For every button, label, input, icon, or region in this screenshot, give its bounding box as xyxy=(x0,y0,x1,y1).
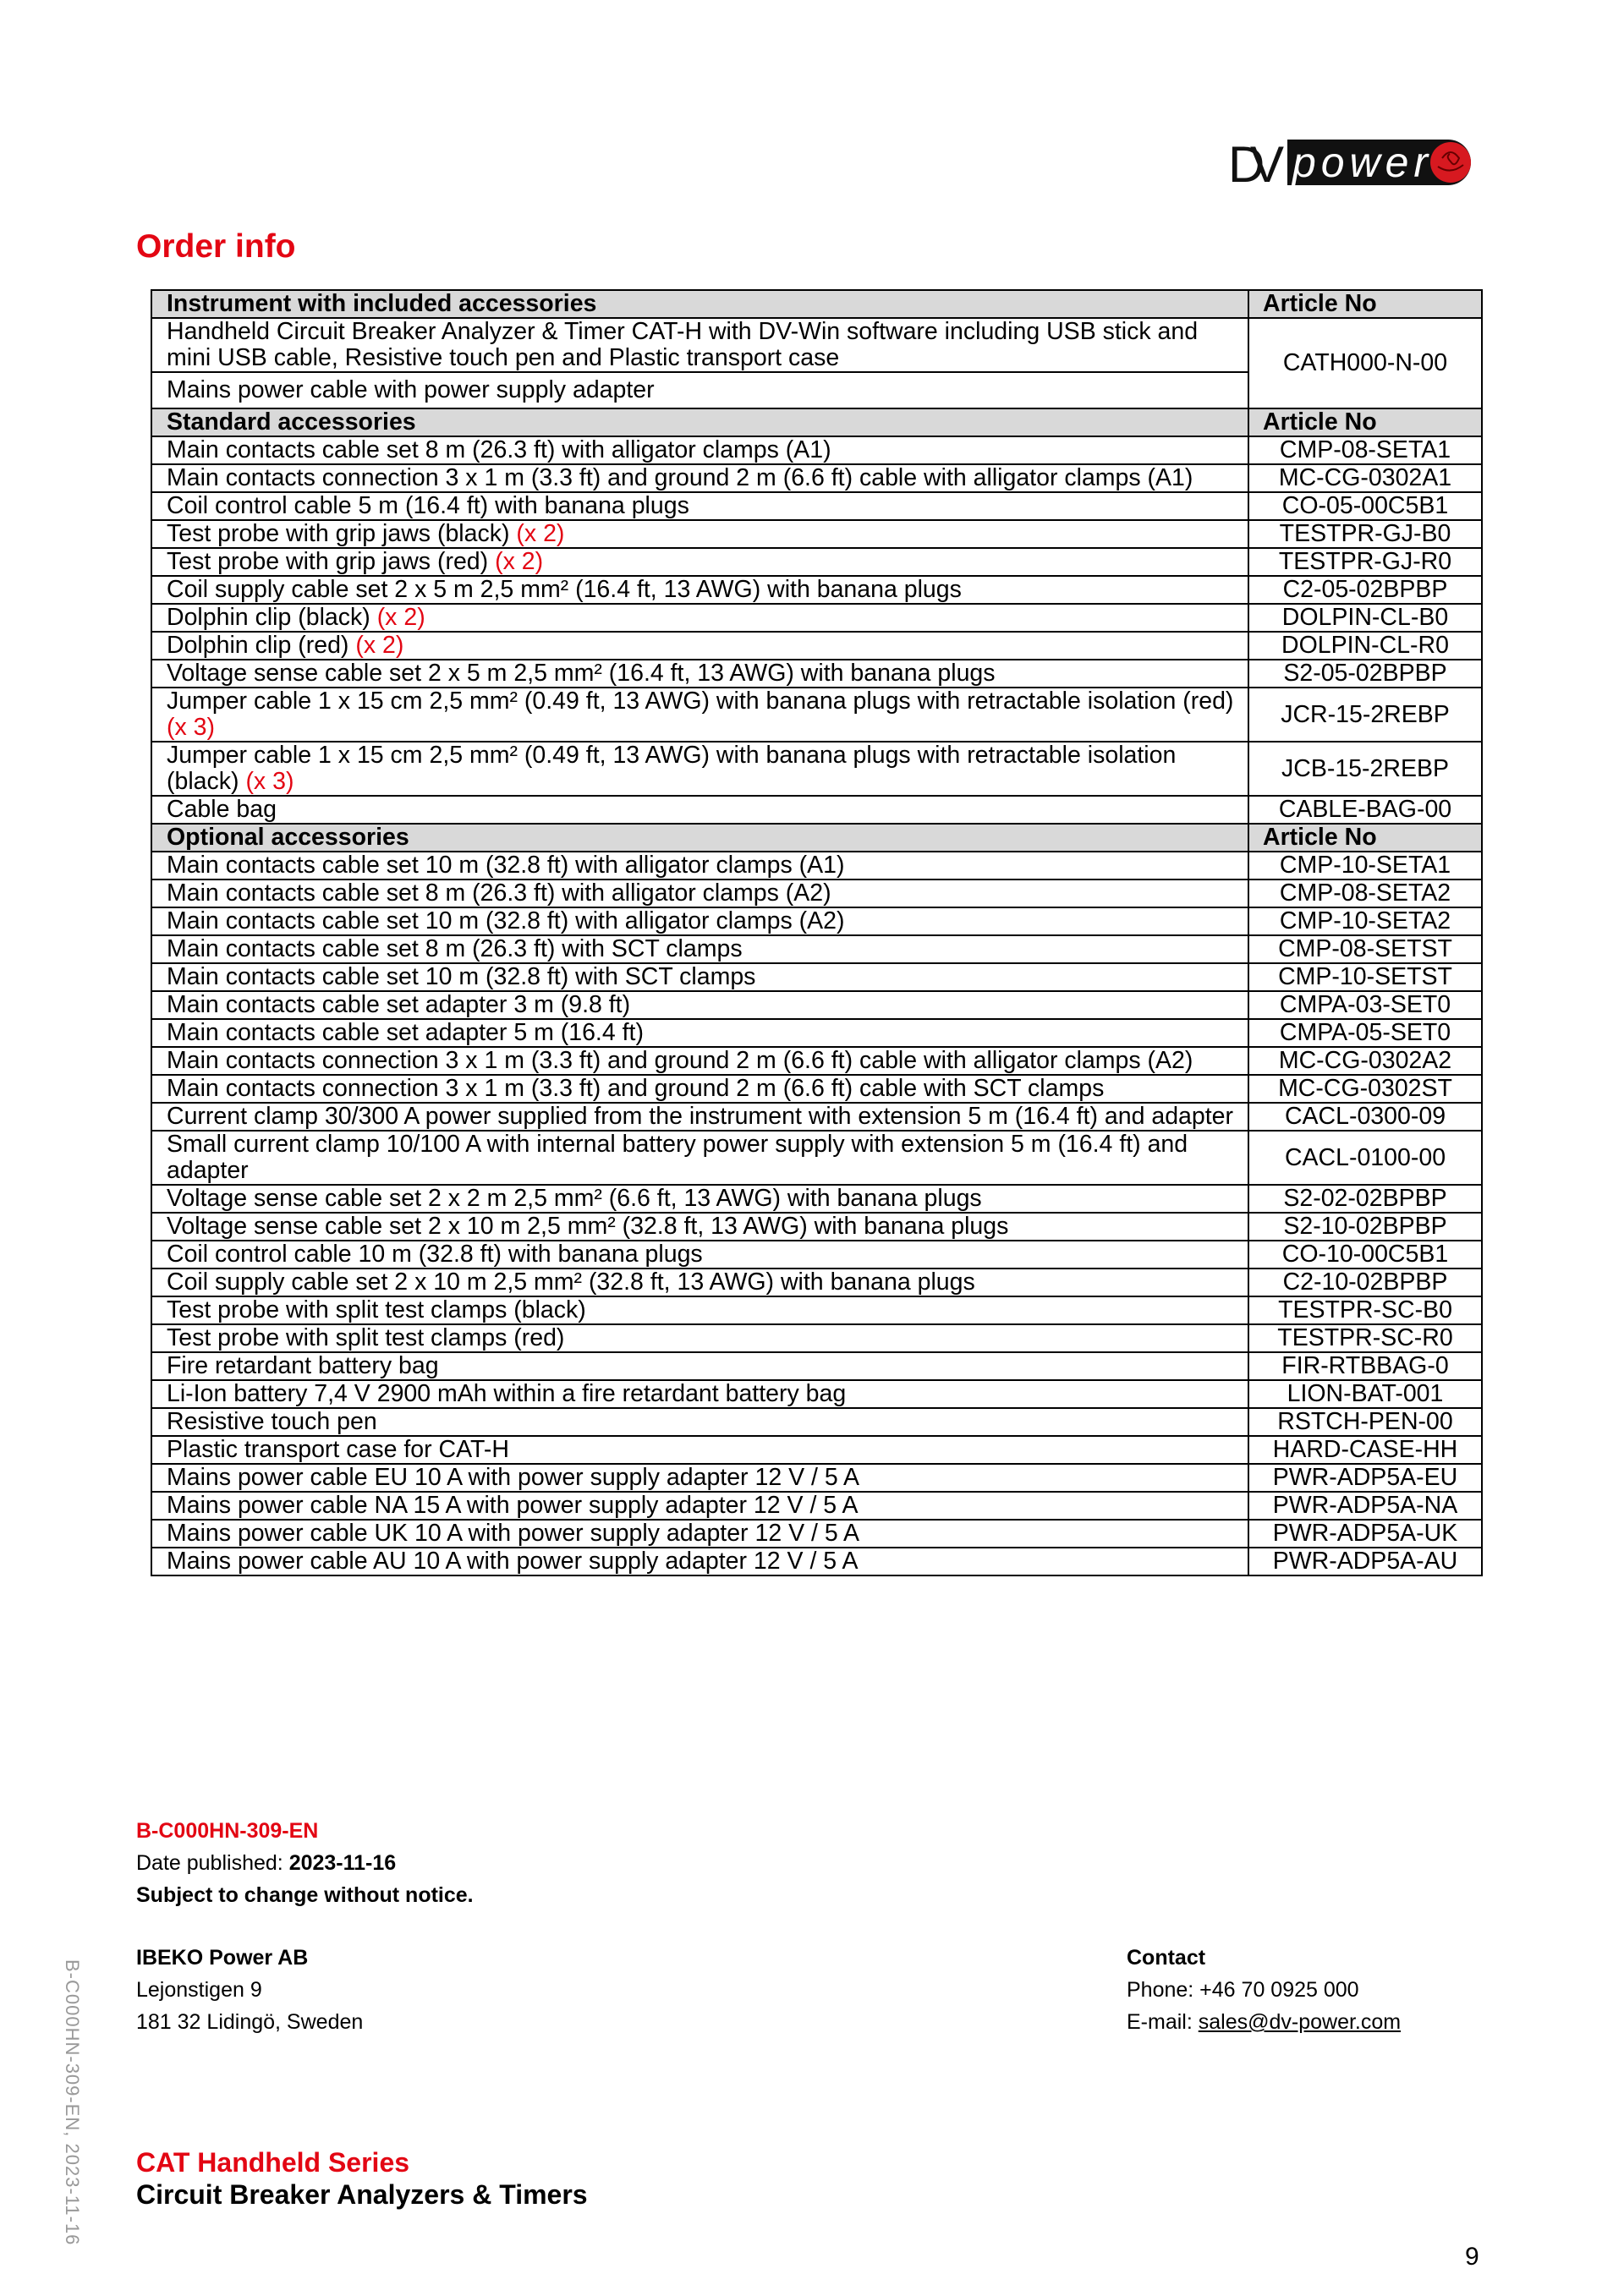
item-description: Main contacts cable set adapter 5 m (16.4 ft) xyxy=(167,1019,644,1046)
date-value: 2023-11-16 xyxy=(288,1851,397,1875)
article-number: MC-CG-0302A1 xyxy=(1248,464,1482,492)
article-number: S2-05-02BPBP xyxy=(1248,660,1482,688)
article-number: CMP-10-SETST xyxy=(1248,963,1482,991)
item-description: Jumper cable 1 x 15 cm 2,5 mm² (0.49 ft, 13 AWG) with banana plugs with retractable isolation (red) xyxy=(167,688,1234,715)
item-description: Small current clamp 10/100 A with internal battery power supply with extension 5 m (16.4 ft) and adapter xyxy=(167,1131,1188,1184)
item-description: Mains power cable with power supply adapter xyxy=(151,372,1248,408)
item-description: Main contacts cable set 10 m (32.8 ft) with alligator clamps (A1) xyxy=(167,852,845,879)
section-header xyxy=(151,824,1482,852)
table-row xyxy=(151,742,1482,796)
table-row xyxy=(151,1019,1482,1047)
article-number: TESTPR-SC-R0 xyxy=(1248,1324,1482,1352)
item-description-cell xyxy=(151,660,1248,688)
item-description-cell xyxy=(151,907,1248,935)
item-description: Voltage sense cable set 2 x 2 m 2,5 mm² (6.6 ft, 13 AWG) with banana plugs xyxy=(167,1185,982,1212)
table-row xyxy=(151,852,1482,879)
table-row xyxy=(151,1324,1482,1352)
table-row xyxy=(151,632,1482,660)
table-row xyxy=(151,688,1482,742)
email-link[interactable]: sales@dv-power.com xyxy=(1198,2010,1402,2034)
article-number: TESTPR-SC-B0 xyxy=(1248,1296,1482,1324)
item-description: Main contacts cable set 10 m (32.8 ft) with SCT clamps xyxy=(167,963,756,990)
item-description: Li-Ion battery 7,4 V 2900 mAh within a fire retardant battery bag xyxy=(167,1380,847,1407)
email-label: E-mail: xyxy=(1127,2010,1199,2034)
table-row xyxy=(151,1131,1482,1185)
quantity: (x 2) xyxy=(495,548,544,575)
svg-text:DV: DV xyxy=(1228,136,1284,192)
item-description: Test probe with grip jaws (red) xyxy=(167,548,489,575)
article-number: CATH000-N-00 xyxy=(1248,318,1482,408)
table-row xyxy=(151,492,1482,520)
svg-text:power: power xyxy=(1292,139,1428,186)
article-number: CMPA-03-SET0 xyxy=(1248,991,1482,1019)
item-description-cell xyxy=(151,1131,1248,1185)
table-row xyxy=(151,1492,1482,1520)
article-number: CMPA-05-SET0 xyxy=(1248,1019,1482,1047)
item-description: Dolphin clip (black) xyxy=(167,604,370,631)
article-number: PWR-ADP5A-EU xyxy=(1248,1464,1482,1492)
article-number: MC-CG-0302A2 xyxy=(1248,1047,1482,1075)
item-description: Coil supply cable set 2 x 10 m 2,5 mm² (32.8 ft, 13 AWG) with banana plugs xyxy=(167,1269,975,1296)
table-row xyxy=(151,1047,1482,1075)
item-description-cell xyxy=(151,1269,1248,1296)
contact-title: Contact xyxy=(1127,1946,1206,1970)
article-number: RSTCH-PEN-00 xyxy=(1248,1408,1482,1436)
document-code: B-C000HN-309-EN xyxy=(136,1819,319,1843)
item-description: Main contacts cable set 8 m (26.3 ft) with alligator clamps (A2) xyxy=(167,879,831,907)
item-description-cell xyxy=(151,604,1248,632)
email-line xyxy=(1127,2006,1401,2038)
item-description: Current clamp 30/300 A power supplied from the instrument with extension 5 m (16.4 ft) and adapter xyxy=(167,1103,1234,1130)
item-description-cell xyxy=(151,1296,1248,1324)
article-number: TESTPR-GJ-B0 xyxy=(1248,520,1482,548)
article-number: TESTPR-GJ-R0 xyxy=(1248,548,1482,576)
article-number: JCR-15-2REBP xyxy=(1248,688,1482,742)
table-row xyxy=(151,1464,1482,1492)
table-row xyxy=(151,1352,1482,1380)
company-address xyxy=(136,1942,363,2038)
series-block xyxy=(136,2146,588,2211)
section-title: Standard accessories xyxy=(151,408,1248,436)
table-row xyxy=(151,879,1482,907)
article-number: CO-05-00C5B1 xyxy=(1248,492,1482,520)
article-number: CMP-08-SETA2 xyxy=(1248,879,1482,907)
item-description: Fire retardant battery bag xyxy=(167,1352,439,1379)
item-description-cell xyxy=(151,935,1248,963)
item-description-cell xyxy=(151,1436,1248,1464)
table-row xyxy=(151,1380,1482,1408)
street: Lejonstigen 9 xyxy=(136,1978,262,2002)
item-description: Mains power cable UK 10 A with power supply adapter 12 V / 5 A xyxy=(167,1520,860,1547)
table-row xyxy=(151,660,1482,688)
item-description: Main contacts cable set 10 m (32.8 ft) with alligator clamps (A2) xyxy=(167,907,845,934)
quantity: (x 3) xyxy=(245,768,294,795)
item-description: Handheld Circuit Breaker Analyzer & Timer CAT-H with DV-Win software including USB stick and mini USB cable, Resistive touch pen and Plastic transport case xyxy=(151,318,1248,372)
section-header xyxy=(151,290,1482,318)
table-row xyxy=(151,1296,1482,1324)
article-number: S2-02-02BPBP xyxy=(1248,1185,1482,1213)
item-description: Mains power cable NA 15 A with power supply adapter 12 V / 5 A xyxy=(167,1492,859,1519)
article-number: CMP-10-SETA1 xyxy=(1248,852,1482,879)
article-number: CMP-10-SETA2 xyxy=(1248,907,1482,935)
article-number: CMP-08-SETST xyxy=(1248,935,1482,963)
item-description-cell xyxy=(151,742,1248,796)
table-row xyxy=(151,1241,1482,1269)
article-number: FIR-RTBBAG-0 xyxy=(1248,1352,1482,1380)
article-number: PWR-ADP5A-AU xyxy=(1248,1548,1482,1575)
quantity: (x 2) xyxy=(516,520,565,547)
contact-info xyxy=(1127,1942,1401,2038)
article-number: PWR-ADP5A-NA xyxy=(1248,1492,1482,1520)
item-description: Test probe with grip jaws (black) xyxy=(167,520,510,547)
item-description-cell xyxy=(151,548,1248,576)
side-document-label: B-C000HN-309-EN, 2023-11-16 xyxy=(62,1959,83,2246)
article-number: CO-10-00C5B1 xyxy=(1248,1241,1482,1269)
item-description-cell xyxy=(151,1324,1248,1352)
quantity: (x 3) xyxy=(167,714,215,741)
table-row xyxy=(151,1185,1482,1213)
item-description-cell xyxy=(151,576,1248,604)
article-no-header: Article No xyxy=(1248,824,1482,852)
table-row xyxy=(151,1075,1482,1103)
company-name: IBEKO Power AB xyxy=(136,1946,309,1970)
section-title: Optional accessories xyxy=(151,824,1248,852)
article-number: CACL-0300-09 xyxy=(1248,1103,1482,1131)
item-description-cell xyxy=(151,464,1248,492)
item-description-cell xyxy=(151,1520,1248,1548)
item-description-cell xyxy=(151,796,1248,824)
article-number: CACL-0100-00 xyxy=(1248,1131,1482,1185)
item-description: Plastic transport case for CAT-H xyxy=(167,1436,509,1463)
item-description-cell xyxy=(151,688,1248,742)
item-description-cell xyxy=(151,963,1248,991)
quantity: (x 2) xyxy=(355,632,404,659)
item-description: Test probe with split test clamps (red) xyxy=(167,1324,565,1351)
item-description-cell xyxy=(151,1548,1248,1575)
notice: Subject to change without notice. xyxy=(136,1883,474,1907)
table-row xyxy=(151,991,1482,1019)
table-row xyxy=(151,907,1482,935)
page-number: 9 xyxy=(1465,2243,1479,2271)
item-description: Coil supply cable set 2 x 5 m 2,5 mm² (16.4 ft, 13 AWG) with banana plugs xyxy=(167,576,962,603)
table-row xyxy=(151,576,1482,604)
item-description-cell xyxy=(151,879,1248,907)
table-row xyxy=(151,1408,1482,1436)
item-description-cell xyxy=(151,632,1248,660)
table-row xyxy=(151,1269,1482,1296)
item-description: Coil control cable 5 m (16.4 ft) with banana plugs xyxy=(167,492,689,519)
item-description-cell xyxy=(151,1075,1248,1103)
item-description-cell xyxy=(151,1352,1248,1380)
section-title: Instrument with included accessories xyxy=(151,290,1248,318)
table-row xyxy=(151,1213,1482,1241)
item-description: Main contacts connection 3 x 1 m (3.3 ft) and ground 2 m (6.6 ft) cable with SCT clamps xyxy=(167,1075,1105,1102)
table-row xyxy=(151,1520,1482,1548)
item-description: Main contacts connection 3 x 1 m (3.3 ft) and ground 2 m (6.6 ft) cable with alligator clamps (A1) xyxy=(167,464,1193,491)
article-number: S2-10-02BPBP xyxy=(1248,1213,1482,1241)
table-row xyxy=(151,1548,1482,1575)
article-number: CABLE-BAG-00 xyxy=(1248,796,1482,824)
article-number: CMP-08-SETA1 xyxy=(1248,436,1482,464)
table-row xyxy=(151,604,1482,632)
item-description: Resistive touch pen xyxy=(167,1408,377,1435)
table-row xyxy=(151,796,1482,824)
table-row xyxy=(151,1103,1482,1131)
item-description: Test probe with split test clamps (black) xyxy=(167,1296,586,1323)
article-number: C2-05-02BPBP xyxy=(1248,576,1482,604)
article-number: JCB-15-2REBP xyxy=(1248,742,1482,796)
dv-power-logo xyxy=(1226,133,1480,192)
table-row xyxy=(151,520,1482,548)
item-description-cell xyxy=(151,1380,1248,1408)
quantity: (x 2) xyxy=(376,604,425,631)
article-number: DOLPIN-CL-B0 xyxy=(1248,604,1482,632)
item-description-cell xyxy=(151,1464,1248,1492)
item-description: Dolphin clip (red) xyxy=(167,632,349,659)
item-description: Mains power cable EU 10 A with power supply adapter 12 V / 5 A xyxy=(167,1464,860,1491)
item-description: Voltage sense cable set 2 x 5 m 2,5 mm² (16.4 ft, 13 AWG) with banana plugs xyxy=(167,660,996,687)
item-description-cell xyxy=(151,852,1248,879)
article-number: LION-BAT-001 xyxy=(1248,1380,1482,1408)
table-row xyxy=(151,935,1482,963)
item-description-cell xyxy=(151,991,1248,1019)
item-description: Coil control cable 10 m (32.8 ft) with banana plugs xyxy=(167,1241,703,1268)
item-description-cell xyxy=(151,1408,1248,1436)
city: 181 32 Lidingö, Sweden xyxy=(136,2010,364,2034)
item-description-cell xyxy=(151,436,1248,464)
date-published xyxy=(136,1847,474,1879)
table-row xyxy=(151,464,1482,492)
phone: Phone: +46 70 0925 000 xyxy=(1127,1978,1359,2002)
table-row xyxy=(151,963,1482,991)
item-description: Main contacts connection 3 x 1 m (3.3 ft) and ground 2 m (6.6 ft) cable with alligator clamps (A2) xyxy=(167,1047,1193,1074)
table-row xyxy=(151,548,1482,576)
item-description: Cable bag xyxy=(167,796,277,823)
item-description-cell xyxy=(151,1019,1248,1047)
item-description: Voltage sense cable set 2 x 10 m 2,5 mm² (32.8 ft, 13 AWG) with banana plugs xyxy=(167,1213,1009,1240)
article-no-header: Article No xyxy=(1248,408,1482,436)
table-row xyxy=(151,1436,1482,1464)
section-header xyxy=(151,408,1482,436)
item-description-cell xyxy=(151,1241,1248,1269)
article-number: PWR-ADP5A-UK xyxy=(1248,1520,1482,1548)
item-description-cell xyxy=(151,1103,1248,1131)
page-title: Order info xyxy=(136,228,296,265)
item-description-cell xyxy=(151,520,1248,548)
item-description-cell xyxy=(151,1492,1248,1520)
series-subtitle: Circuit Breaker Analyzers & Timers xyxy=(136,2179,588,2210)
article-no-header: Article No xyxy=(1248,290,1482,318)
article-number: HARD-CASE-HH xyxy=(1248,1436,1482,1464)
series-title: CAT Handheld Series xyxy=(136,2147,410,2178)
date-label: Date published: xyxy=(136,1851,289,1875)
item-description-cell xyxy=(151,1047,1248,1075)
item-description: Main contacts cable set 8 m (26.3 ft) with alligator clamps (A1) xyxy=(167,436,831,463)
article-number: MC-CG-0302ST xyxy=(1248,1075,1482,1103)
item-description: Jumper cable 1 x 15 cm 2,5 mm² (0.49 ft, 13 AWG) with banana plugs with retractable isolation (black) xyxy=(167,742,1177,795)
document-info xyxy=(136,1815,474,1911)
item-description-cell xyxy=(151,492,1248,520)
table-row xyxy=(151,436,1482,464)
item-description-cell xyxy=(151,1213,1248,1241)
item-description: Main contacts cable set 8 m (26.3 ft) with SCT clamps xyxy=(167,935,743,962)
article-number: DOLPIN-CL-R0 xyxy=(1248,632,1482,660)
item-description-cell xyxy=(151,1185,1248,1213)
article-number: C2-10-02BPBP xyxy=(1248,1269,1482,1296)
order-table xyxy=(151,289,1483,1576)
item-description: Mains power cable AU 10 A with power supply adapter 12 V / 5 A xyxy=(167,1548,859,1575)
item-description: Main contacts cable set adapter 3 m (9.8 ft) xyxy=(167,991,631,1018)
table-row xyxy=(151,318,1482,372)
